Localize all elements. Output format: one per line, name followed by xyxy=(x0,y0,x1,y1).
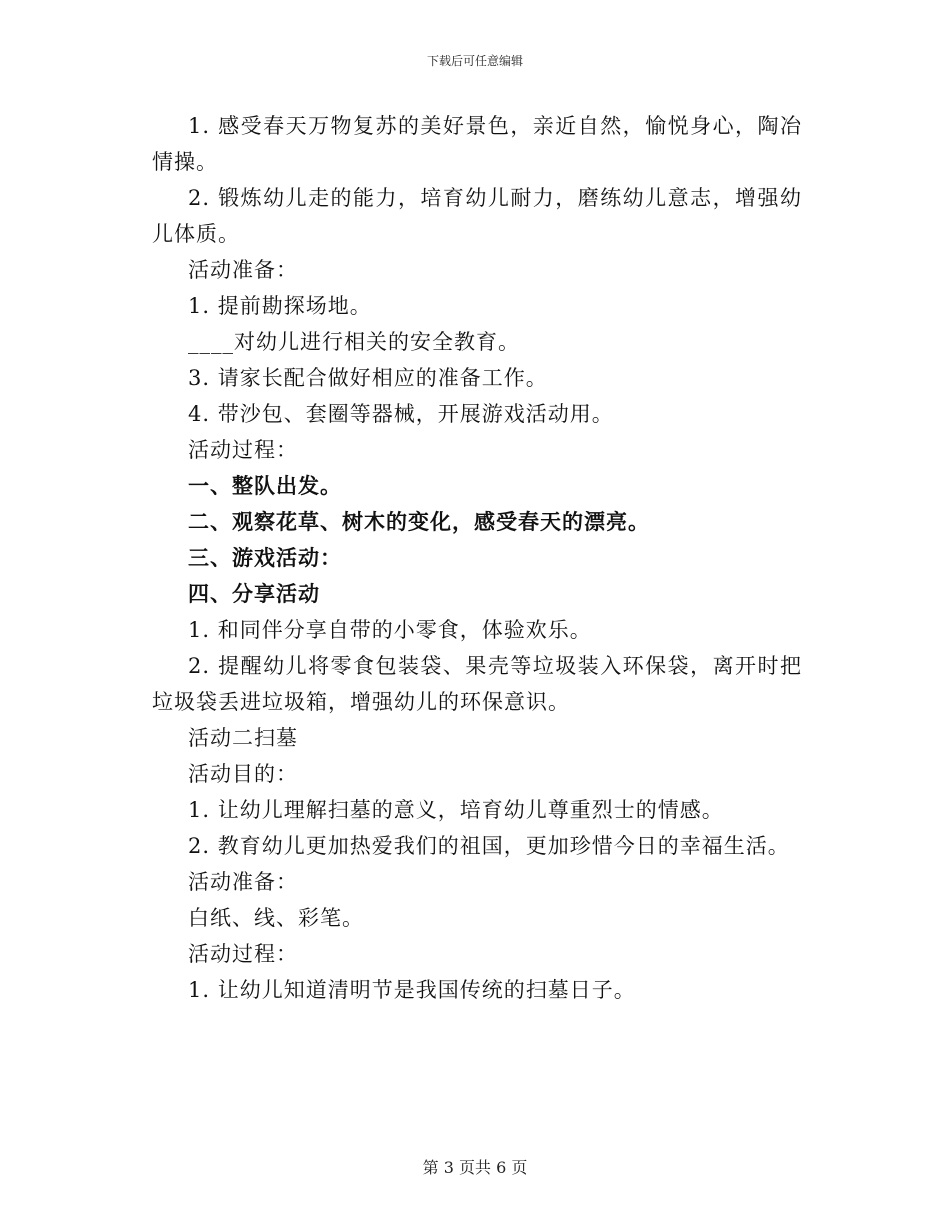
paragraph: 白纸、线、彩笔。 xyxy=(188,906,364,930)
paragraph: 1. 让幼儿知道清明节是我国传统的扫墓日子。 xyxy=(188,978,636,1002)
activity-title: 活动二扫墓 xyxy=(188,726,298,750)
section-heading: 活动准备： xyxy=(188,258,298,282)
section-heading: 活动过程： xyxy=(188,438,298,462)
paragraph: 2. 提醒幼儿将零食包装袋、果壳等垃圾装入环保袋，离开时把垃圾袋丢进垃圾箱，增强幼儿的环保意识。 xyxy=(152,654,802,714)
page-header: 下载后可任意编辑 xyxy=(426,54,523,68)
paragraph: 3. 请家长配合做好相应的准备工作。 xyxy=(188,366,548,390)
section-heading: 活动过程： xyxy=(188,942,298,966)
paragraph: 1. 让幼儿理解扫墓的意义，培育幼儿尊重烈士的情感。 xyxy=(188,798,724,822)
paragraph: 1. 提前勘探场地。 xyxy=(188,294,372,318)
paragraph: 1. 感受春天万物复苏的美好景色，亲近自然，愉悦身心，陶冶情操。 xyxy=(152,114,802,174)
step-heading: 四、分享活动 xyxy=(188,581,320,606)
paragraph: 4. 带沙包、套圈等器械，开展游戏活动用。 xyxy=(188,402,614,426)
page-footer: 第 3 页共 6 页 xyxy=(422,1158,528,1177)
section-heading: 活动目的： xyxy=(188,762,298,786)
paragraph: 1. 和同伴分享自带的小零食，体验欢乐。 xyxy=(188,618,592,642)
section-heading: 活动准备： xyxy=(188,870,298,894)
paragraph: 2. 锻炼幼儿走的能力，培育幼儿耐力，磨练幼儿意志，增强幼儿体质。 xyxy=(152,186,802,246)
step-heading: 二、观察花草、树木的变化，感受春天的漂亮。 xyxy=(188,509,650,534)
step-heading: 一、整队出发。 xyxy=(188,473,342,498)
paragraph: 2. 教育幼儿更加热爱我们的祖国，更加珍惜今日的幸福生活。 xyxy=(188,834,790,858)
step-heading: 三、游戏活动： xyxy=(188,545,342,570)
document-body xyxy=(152,108,802,1008)
paragraph: ____对幼儿进行相关的安全教育。 xyxy=(188,330,520,354)
